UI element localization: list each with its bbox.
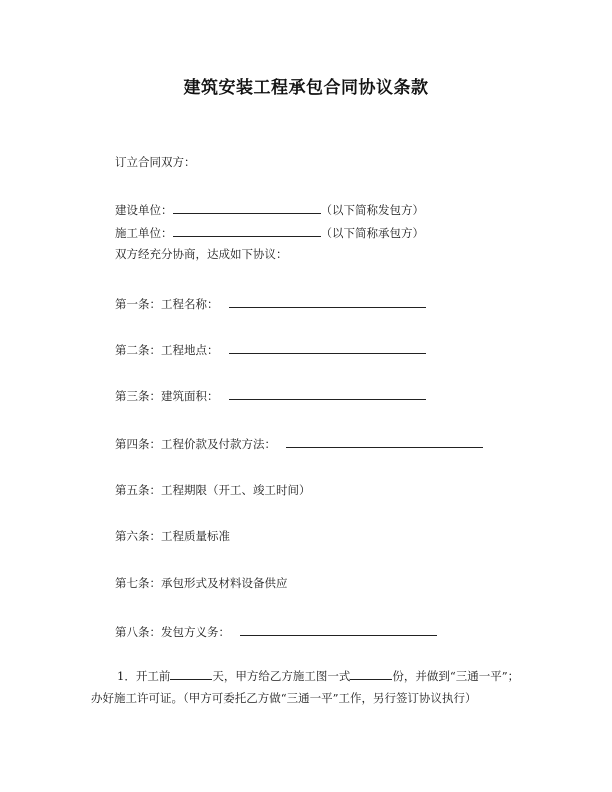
contractor-note: （以下简称承包方） [320,226,424,240]
clause-1-continued: 办好施工许可证。（甲方可委托乙方做“三通一平”工作，另行签订协议执行） [91,691,477,705]
contractor-row [115,224,424,240]
article-6: 第六条：工程质量标准 [115,529,230,543]
project-location-field[interactable] [229,341,426,354]
article-5: 第五条：工程期限（开工、竣工时间） [115,483,311,497]
clause-1 [117,667,519,684]
project-name-field[interactable] [229,295,426,308]
document-title: 建筑安装工程承包合同协议条款 [183,78,429,98]
clause-text: 天，甲方给乙方施工图一式 [212,669,351,683]
employer-obligations-field[interactable] [240,623,437,636]
article-label: 第二条：工程地点： [115,343,219,357]
days-field[interactable] [170,667,212,680]
contractor-field[interactable] [173,224,321,237]
article-label: 第三条：建筑面积： [115,389,219,403]
article-7: 第七条：承包形式及材料设备供应 [115,576,288,590]
article-8 [115,623,437,639]
article-2 [115,341,426,357]
payment-method-field[interactable] [286,435,483,448]
clause-text: 份，并做到“三通一平”； [392,669,520,683]
employer-row [115,201,424,217]
article-3 [115,387,426,403]
clause-text: 1．开工前 [117,669,171,683]
agreement-intro: 双方经充分协商，达成如下协议： [115,247,288,261]
article-label: 第一条：工程名称： [115,297,219,311]
building-area-field[interactable] [229,387,426,400]
article-4 [115,435,483,451]
employer-note: （以下简称发包方） [320,203,424,217]
contractor-label: 施工单位： [115,226,173,240]
article-label: 第四条：工程价款及付款方法： [115,437,276,451]
employer-label: 建设单位： [115,203,173,217]
copies-field[interactable] [350,667,392,680]
article-1 [115,295,426,311]
employer-field[interactable] [173,201,321,214]
article-label: 第八条：发包方义务： [115,625,230,639]
parties-heading: 订立合同双方： [115,155,196,169]
